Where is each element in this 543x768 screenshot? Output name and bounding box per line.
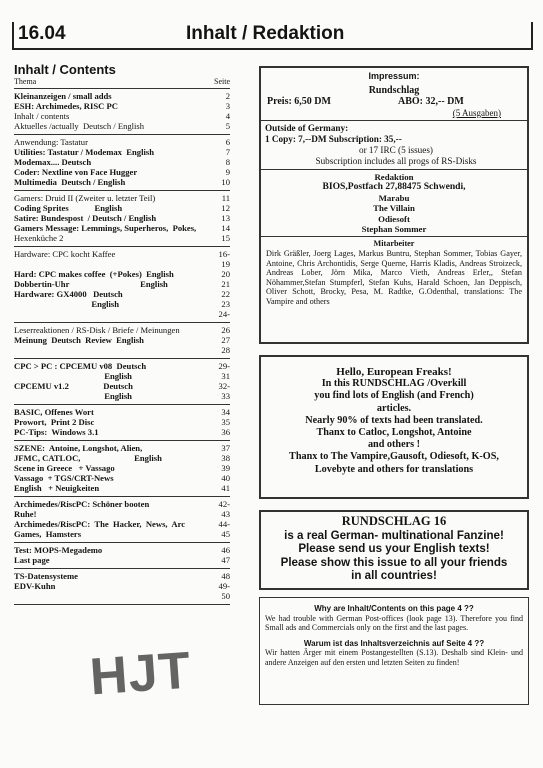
toc-entry-text: TS-Datensysteme: [14, 571, 78, 581]
toc-entry-page: 28: [221, 345, 230, 355]
toc-row: [14, 509, 230, 519]
toc-entry-text: Hexenküche 2: [14, 233, 64, 243]
fanzine-line: in all countries!: [351, 569, 437, 583]
fanzine-line: is a real German- multinational Fanzine!: [284, 528, 504, 542]
toc-row: [14, 203, 230, 213]
toc-entry-text: BASIC, Offenes Wort: [14, 407, 94, 417]
toc-entry-page: 31: [221, 371, 230, 381]
toc-row: [14, 581, 230, 591]
toc-entry-page: 36: [221, 427, 230, 437]
toc-group: [14, 323, 230, 359]
hello-line: Hello, European Freaks!: [336, 366, 452, 378]
toc-row: [14, 381, 230, 391]
toc-title: Inhalt / Contents: [14, 62, 116, 77]
toc-entry-text: Prowort, Print 2 Disc: [14, 417, 95, 427]
toc-entry-page: 35: [221, 417, 230, 427]
impressum-title: Impressum:: [368, 71, 420, 81]
redaktion-section: [261, 169, 527, 234]
toc-entry-page: 32-: [218, 381, 230, 391]
issue-number: 16.04: [18, 23, 66, 44]
fanzine-line: Please show this issue to all your friends: [280, 555, 508, 569]
toc-entry-page: 2: [225, 91, 230, 101]
toc-entry-page: 3: [225, 101, 230, 111]
toc-row: [14, 417, 230, 427]
toc-row: [14, 213, 230, 223]
toc-row: [14, 121, 230, 131]
toc-group: [14, 247, 230, 323]
toc-entry-text: Games, Hamsters: [14, 529, 82, 539]
toc-entry-text: Anwendung: Tastatur: [14, 137, 88, 147]
toc-group: [14, 441, 230, 497]
fanzine-line: RUNDSCHLAG 16: [341, 514, 447, 528]
hello-line: Thanx to Catloc, Longshot, Antoine: [316, 427, 472, 439]
toc-entry-page: 33: [221, 391, 230, 401]
toc-entry-text: Last page: [14, 555, 50, 565]
toc-entry-page: 38: [221, 453, 230, 463]
toc-entry-page: 37: [221, 443, 230, 453]
toc-entry-page: 45: [221, 529, 230, 539]
toc-entry-text: Hardware: GX4000 Deutsch: [14, 289, 123, 299]
toc-row: [14, 361, 230, 371]
toc-entry-text: JFMC, CATLOC, English: [14, 453, 162, 463]
toc-entry-text: Archimedes/RiscPC: Schöner booten: [14, 499, 150, 509]
toc-row: [14, 345, 230, 355]
toc-row: [14, 111, 230, 121]
toc-row: [14, 591, 230, 601]
table-of-contents: [14, 63, 230, 605]
toc-group: [14, 135, 230, 191]
toc-entry-page: 24-: [218, 309, 230, 319]
toc-row: [14, 571, 230, 581]
toc-row: [14, 101, 230, 111]
page-title: Inhalt / Redaktion: [186, 23, 345, 44]
redaktion-address: BIOS,Postfach 27,88475 Schwendi,: [322, 181, 466, 193]
toc-entry-page: 16-: [218, 249, 230, 259]
toc-row: [14, 279, 230, 289]
toc-entry-page: 49-: [218, 581, 230, 591]
toc-entry-page: 14: [221, 223, 230, 233]
toc-col-thema: Thema: [14, 77, 37, 86]
toc-row: [14, 157, 230, 167]
toc-row: [14, 555, 230, 565]
toc-entry-text: English: [14, 371, 132, 381]
toc-entry-page: 15: [221, 233, 230, 243]
toc-entry-text: Satire: Bundespost / Deutsch / English: [14, 213, 157, 223]
toc-entry-text: CPCEMU v1.2 Deutsch: [14, 381, 133, 391]
toc-entry-page: 29-: [218, 361, 230, 371]
toc-row: [14, 177, 230, 187]
toc-groups: [14, 89, 230, 605]
note-question-en: Why are Inhalt/Contents on this page 4 ??: [314, 604, 474, 613]
price-label: Preis: 6,50 DM: [267, 96, 331, 107]
outside-title: Outside of Germany:: [265, 123, 349, 133]
toc-entry-page: 50: [221, 591, 230, 601]
note-question-de: Warum ist das Inhaltsverzeichnis auf Seite 4 ??: [303, 638, 485, 648]
toc-entry-text: ESH: Archimedes, RISC PC: [14, 101, 118, 111]
toc-entry-text: Gamers Message: Lemmings, Superheros, Pokes,: [14, 223, 197, 233]
toc-row: [14, 147, 230, 157]
contents-note-box: [259, 597, 529, 705]
toc-group: [14, 359, 230, 405]
toc-row: [14, 193, 230, 203]
toc-entry-page: 20: [221, 269, 230, 279]
toc-row: [14, 299, 230, 309]
toc-entry-page: 48: [221, 571, 230, 581]
toc-group: [14, 191, 230, 247]
toc-row: [14, 223, 230, 233]
toc-entry-text: Vassago + TGS/CRT-News: [14, 473, 114, 483]
outside-line-3: Subscription includes all progs of RS-Disks: [315, 156, 477, 166]
toc-entry-page: 41: [221, 483, 230, 493]
toc-entry-page: 19: [221, 259, 230, 269]
toc-entry-page: 12: [221, 203, 230, 213]
toc-entry-text: Dobbertin-Uhr English: [14, 279, 168, 289]
toc-row: [14, 137, 230, 147]
toc-entry-text: Modemax.... Deutsch: [14, 157, 92, 167]
toc-entry-text: English: [14, 299, 120, 309]
hello-line: Thanx to The Vampire,Gausoft, Odiesoft, K-OS,: [289, 451, 499, 463]
toc-entry-text: Coding Sprites English: [14, 203, 123, 213]
toc-entry-text: SZENE: Antoine, Longshot, Alien,: [14, 443, 143, 453]
toc-row: [14, 473, 230, 483]
redaktion-name: The Villain: [373, 203, 415, 214]
toc-row: [14, 407, 230, 417]
redaktion-name: Marabu: [378, 192, 410, 203]
toc-group: [14, 405, 230, 441]
note-answer-en: We had trouble with German Post-offices (look page 13). Therefore you find Small ads and Commercials only on the first and the last pages.: [265, 613, 523, 632]
toc-entry-text: English: [14, 391, 132, 401]
toc-entry-page: 21: [221, 279, 230, 289]
redaktion-name: Odiesoft: [378, 213, 410, 224]
toc-row: [14, 519, 230, 529]
toc-entry-page: 9: [225, 167, 230, 177]
toc-entry-text: Archimedes/RiscPC: The Hacker, News, Arc: [14, 519, 186, 529]
abo-label: ABO: 32,-- DM: [398, 96, 464, 107]
toc-entry-page: 42-: [218, 499, 230, 509]
toc-entry-page: 4: [225, 111, 230, 121]
toc-row: [14, 259, 230, 269]
hello-line: Nearly 90% of texts had been translated.: [305, 414, 483, 426]
toc-group: [14, 569, 230, 605]
toc-entry-page: 22: [221, 289, 230, 299]
toc-entry-text: Hard: CPC makes coffee (+Pokes) English: [14, 269, 174, 279]
toc-entry-text: Multimedia Deutsch / English: [14, 177, 126, 187]
hello-box: [259, 355, 529, 499]
toc-entry-text: Test: MOPS-Megademo: [14, 545, 103, 555]
impressum-box: [259, 66, 529, 344]
toc-entry-text: CPC > PC : CPCEMU v08 Deutsch: [14, 361, 147, 371]
note-answer-de: Wir hatten Ärger mit einem Postangestellten (S.13). Deshalb sind Klein- und andere Anzeigen auf den ersten und letzten Seiten zu finden!: [265, 648, 523, 667]
toc-entry-page: 13: [221, 213, 230, 223]
toc-entry-text: English + Neuigkeiten: [14, 483, 100, 493]
toc-entry-page: 27: [221, 335, 230, 345]
toc-entry-page: 44-: [218, 519, 230, 529]
toc-row: [14, 529, 230, 539]
toc-entry-page: 46: [221, 545, 230, 555]
hello-line: Lovebyte and others for translations: [314, 463, 474, 475]
fanzine-line: Please send us your English texts!: [298, 542, 490, 556]
toc-group: [14, 543, 230, 569]
toc-entry-page: 6: [225, 137, 230, 147]
toc-row: [14, 309, 230, 319]
hjt-logo: HJT: [88, 641, 194, 707]
abo-note: (5 Ausgaben): [452, 108, 501, 118]
toc-entry-text: PC-Tips: Windows 3.1: [14, 427, 99, 437]
hello-line: articles.: [376, 402, 412, 414]
toc-entry-page: 8: [225, 157, 230, 167]
toc-entry-text: Leserreaktionen / RS-Disk / Briefe / Meinungen: [14, 325, 180, 335]
toc-row: [14, 335, 230, 345]
toc-entry-page: 11: [221, 193, 230, 203]
impressum-brand: Rundschlag: [368, 85, 420, 96]
toc-column-header: [14, 77, 230, 89]
toc-entry-text: Scene in Greece + Vassago: [14, 463, 115, 473]
fanzine-box: [259, 510, 529, 590]
toc-row: [14, 463, 230, 473]
toc-entry-page: 39: [221, 463, 230, 473]
toc-entry-page: 34: [221, 407, 230, 417]
toc-row: [14, 269, 230, 279]
toc-row: [14, 545, 230, 555]
toc-entry-page: 26: [221, 325, 230, 335]
redaktion-name: Stephan Sommer: [361, 224, 427, 235]
mitarbeiter-text: Dirk Gräßler, Joerg Lages, Markus Buntru, Stephan Sommer, Tobias Gayer, Antoine, Chris Archontidis, Serge Querne, Harris Kladis, Andreas Stroizeck, Andreas Lober, Jörn Mika, Marco Vieth, Andreas Erler,, Stefan Nöhammer,Stefan Stumpferl, Stefan Kuhs, Harald Schoen, Jan Deppisch, Oliver Schott, Brocky, Pesa, M. Radtke, G.Odenthal, translations: The Vampire and others: [266, 249, 522, 306]
toc-entry-text: Coder: Nextline von Face Hugger: [14, 167, 138, 177]
toc-entry-page: 10: [221, 177, 230, 187]
toc-entry-page: 7: [225, 147, 230, 157]
mitarbeiter-title: Mitarbeiter: [373, 239, 415, 249]
toc-row: [14, 91, 230, 101]
toc-row: [14, 499, 230, 509]
toc-group: [14, 89, 230, 135]
toc-row: [14, 427, 230, 437]
toc-row: [14, 233, 230, 243]
toc-row: [14, 371, 230, 381]
toc-row: [14, 167, 230, 177]
toc-entry-page: 23: [221, 299, 230, 309]
toc-entry-page: 47: [221, 555, 230, 565]
hello-line: you find lots of English (and French): [314, 390, 474, 402]
toc-entry-text: Kleinanzeigen / small adds: [14, 91, 112, 101]
toc-entry-text: Inhalt / contents: [14, 111, 70, 121]
toc-entry-text: Gamers: Druid II (Zweiter u. letzter Teil): [14, 193, 156, 203]
toc-row: [14, 443, 230, 453]
toc-row: [14, 483, 230, 493]
toc-row: [14, 325, 230, 335]
toc-col-seite: Seite: [214, 77, 230, 86]
toc-row: [14, 289, 230, 299]
outside-line-1: 1 Copy: 7,--DM Subscription: 35,--: [265, 134, 402, 144]
toc-group: [14, 497, 230, 543]
toc-entry-page: 43: [221, 509, 230, 519]
toc-entry-text: Ruhe!: [14, 509, 37, 519]
toc-entry-text: Meinung Deutsch Review English: [14, 335, 144, 345]
hello-line: and others !: [367, 439, 421, 451]
toc-entry-text: Aktuelles /actually Deutsch / English: [14, 121, 145, 131]
toc-entry-page: 40: [221, 473, 230, 483]
toc-entry-text: EDV-Kuhn: [14, 581, 56, 591]
page-header: [12, 22, 533, 50]
toc-row: [14, 453, 230, 463]
toc-row: [14, 249, 230, 259]
toc-entry-text: Hardware: CPC kocht Kaffee: [14, 249, 116, 259]
toc-row: [14, 391, 230, 401]
hello-line: In this RUNDSCHLAG /Overkill: [321, 378, 467, 390]
redaktion-title: Redaktion: [374, 172, 414, 182]
toc-entry-text: Utilities: Tastatur / Modemax English: [14, 147, 154, 157]
outside-line-2: or 17 IRC (5 issues): [358, 145, 433, 155]
toc-entry-page: 5: [225, 121, 230, 131]
